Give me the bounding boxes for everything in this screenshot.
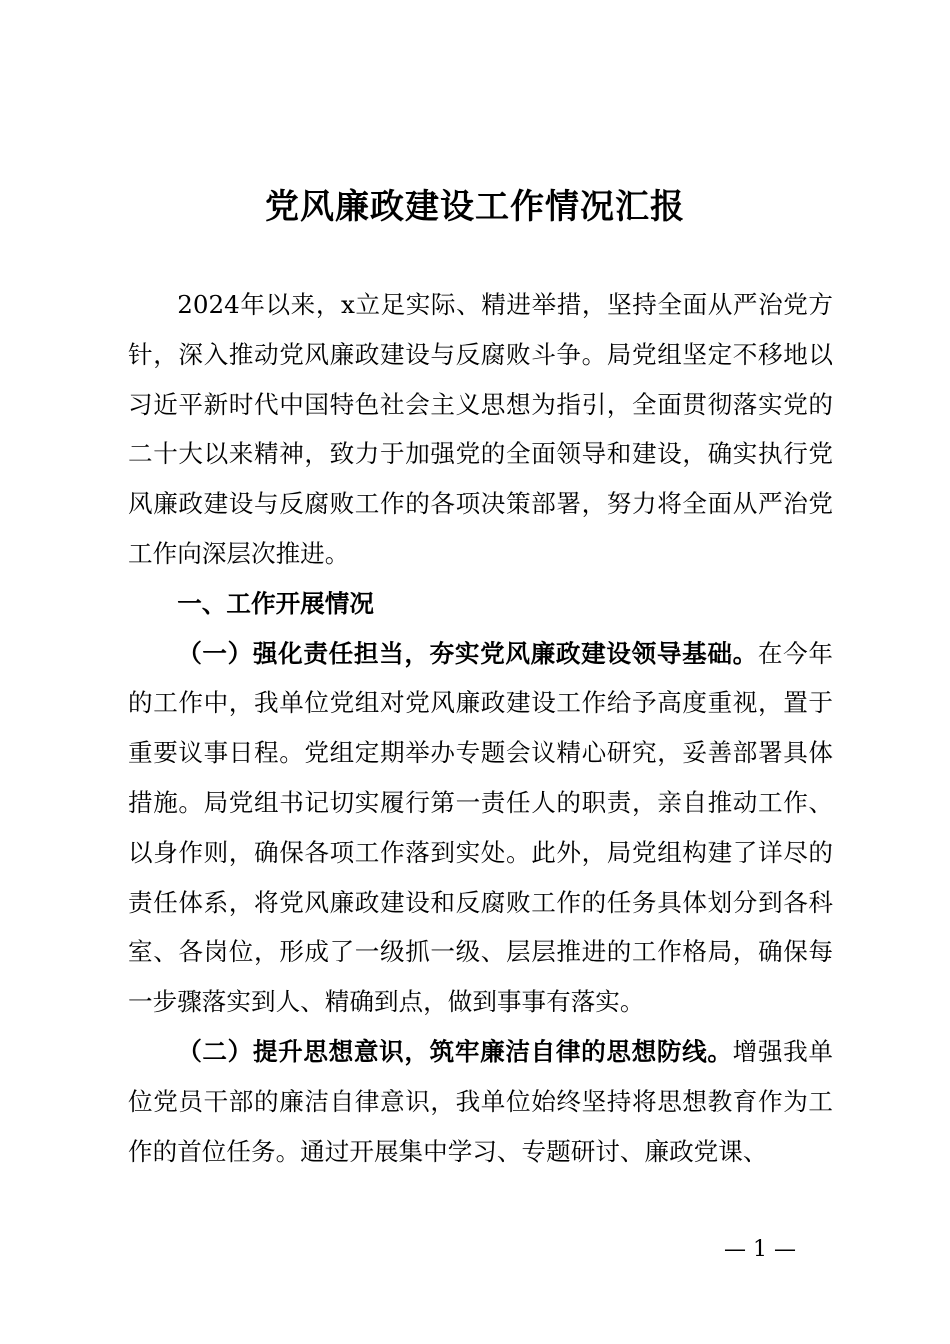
document-title: 党风廉政建设工作情况汇报 <box>265 187 685 227</box>
document-body <box>128 280 833 1176</box>
paragraph-item-2 <box>128 1027 833 1176</box>
item-1-text: 在今年的工作中，我单位党组对党风廉政建设工作给予高度重视，置于重要议事日程。党组定期举办专题会议精心研究，妥善部署具体措施。局党组书记切实履行第一责任人的职责，亲自推动工作、以身作则，确保各项工作落到实处。此外，局党组构建了详尽的责任体系，将党风廉政建设和反腐败工作的任务具体划分到各科室、各岗位，形成了一级抓一级、层层推进的工作格局，确保每一步骤落实到人、精确到点，做到事事有落实。 <box>128 638 833 1017</box>
paragraph-item-1 <box>128 629 833 1027</box>
item-2-text: 增强我单位党员干部的廉洁自律意识，我单位始终坚持将思想教育作为工作的首位任务。通过开展集中学习、专题研讨、廉政党课、 <box>128 1036 833 1166</box>
page-number: — 1 — <box>724 1237 796 1262</box>
section-heading: 一、工作开展情况 <box>177 588 374 618</box>
intro-paragraph: 2024年以来，x立足实际、精进举措，坚持全面从严治党方针，深入推动党风廉政建设与反腐败斗争。局党组坚定不移地以习近平新时代中国特色社会主义思想为指引，全面贯彻落实党的二十大以来精神，致力于加强党的全面领导和建设，确实执行党风廉政建设与反腐败工作的各项决策部署，努力将全面从严治党工作向深层次推进。 <box>128 290 833 568</box>
item-2-lead: （二）提升思想意识，筑牢廉洁自律的思想防线。 <box>177 1036 733 1066</box>
item-1-lead: （一）强化责任担当，夯实党风廉政建设领导基础。 <box>177 638 758 668</box>
